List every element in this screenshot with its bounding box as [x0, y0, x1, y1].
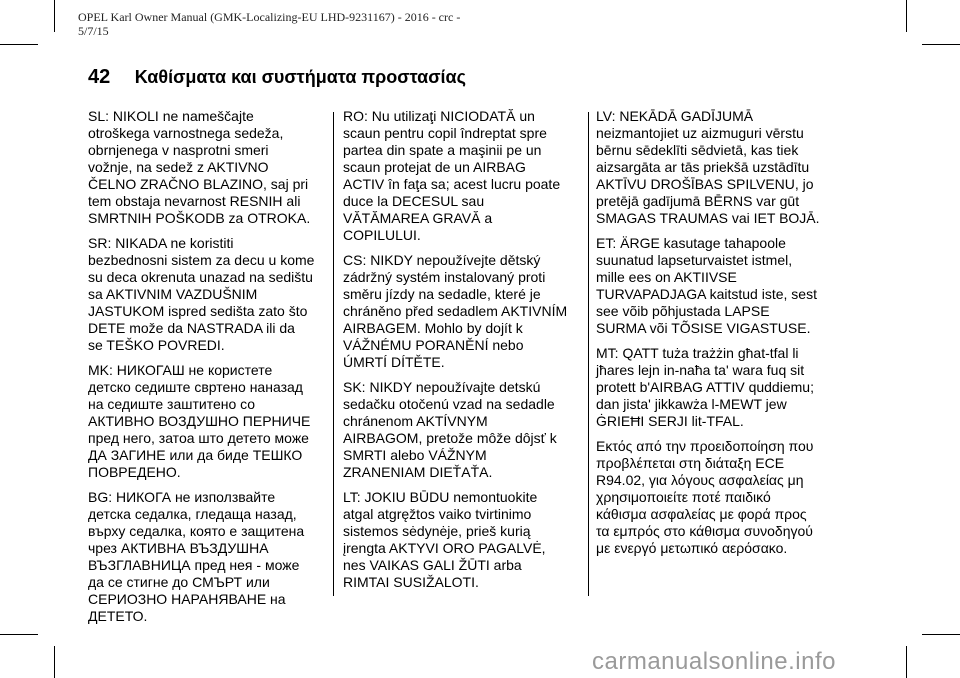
warning-paragraph-el: Εκτός από την προειδοποίηση που προβλέπεται στη διάταξη ECE R94.02, για λόγους ασφαλείας μη χρησιμοποιείτε ποτέ παιδικό κάθισμα ασφαλείας με φορά προς τα εμπρός στο κάθισμα συνοδηγού με ενεργό μετωπικό αερόσακο. [596, 438, 814, 556]
page-title: Καθίσματα και συστήματα προστασίας [134, 67, 466, 87]
crop-mark [0, 44, 38, 45]
page-heading [88, 66, 466, 89]
warning-paragraph-sk: SK: NIKDY nepoužívajte detskú sedačku otočenú vzad na sedadle chránenom AKTÍVNYM AIRBAGOM, pretože môže dôjsť k SMRTI alebo VÁŽNYM ZRANENIAM DIEŤAŤA. [343, 379, 557, 480]
warning-paragraph-lv: LV: NEKĀDĀ GADĪJUMĀ neizmantojiet uz aizmuguri vērstu bērnu sēdeklīti sēdvietā, kas tiek aizsargāta ar tās priekšā uzstādītu AKTĪVU DROŠĪBAS SPILVENU, jo pretējā gadījumā BĒRNS var gūt SMAGAS TRAUMAS vai IET BOJĀ. [596, 108, 820, 226]
column-divider [588, 112, 589, 596]
crop-mark [0, 634, 38, 635]
column-divider [333, 112, 334, 596]
document-header [78, 10, 598, 38]
warning-paragraph-bg: BG: НИКОГА не използвайте детска седалка, гледаща назад, върху седалка, която е защитена чрез АКТИВНА ВЪЗДУШНА ВЪЗГЛАВНИЦА пред нея - може да се стигне до СМЪРТ или СЕРИОЗНО НАРАНЯВАНЕ на ДЕТЕТО. [88, 489, 305, 624]
text-column-2 [343, 108, 573, 599]
warning-paragraph-mk: MK: НИКОГАШ не користете детско седиште свртено наназад на седиште заштитено со АКТИВНО ВОЗДУШНО ПЕРНИЧЕ пред него, затоа што детето може ДА ЗАГИНЕ или да биде ТЕШКО ПОВРЕДЕНО. [88, 362, 311, 480]
warning-paragraph-sr: SR: NIKADA ne koristiti bezbednosni sistem za decu u kome su deca okrenuta unazad na sedištu sa AKTIVNIM VAZDUŠNIM JASTUKOM ispred sedišta zato što DETE može da NASTRADA ili da se TEŠKO POVREDI. [88, 235, 315, 353]
warning-paragraph-ro: RO: Nu utilizaţi NICIODATĂ un scaun pentru copil îndreptat spre partea din spate a maşinii pe un scaun protejat de un AIRBAG ACTIV în faţa sa; acest lucru poate duce la DECESUL sau VĂTĂMAREA GRAVĂ a COPILULUI. [343, 108, 561, 243]
warning-paragraph-sl: SL: NIKOLI ne nameščajte otroškega varnostnega sedeža, obrnjenega v nasprotni smeri vožnje, na sedež z AKTIVNO ČELNO ZRAČNO BLAZINO, saj pri tem obstaja nevarnost RESNIH ali SMRTNIH POŠKODB za OTROKA. [88, 108, 311, 226]
warning-paragraph-lt: LT: JOKIU BŪDU nemontuokite atgal atgręžtos vaiko tvirtinimo sistemos sėdynėje, prieš kurią įrengta AKTYVI ORO PAGALVĖ, nes VAIKAS GALI ŽŪTI arba RIMTAI SUSIŽALOTI. [343, 489, 546, 590]
crop-mark [922, 44, 960, 45]
crop-mark [54, 0, 55, 32]
text-column-3 [596, 108, 826, 565]
header-line-2: 5/7/15 [78, 24, 109, 38]
crop-mark [922, 634, 960, 635]
warning-paragraph-mt: MT: QATT tuża trażżin għat-tfal li jħares lejn in-naħa ta' wara fuq sit protett b'AIRBAG ATTIV quddiemu; dan jista' jikkawża l-MEWT jew ĠRIEĦI SERJI lit-TFAL. [596, 345, 814, 429]
text-column-1 [88, 108, 318, 633]
crop-mark [906, 0, 907, 32]
crop-mark [54, 646, 55, 678]
header-line-1: OPEL Karl Owner Manual (GMK-Localizing-EU LHD-9231167) - 2016 - crc - [78, 10, 461, 24]
page-number: 42 [88, 66, 111, 88]
watermark-text: carmanualsonline.info [592, 648, 836, 675]
crop-mark [906, 646, 907, 678]
warning-paragraph-cs: CS: NIKDY nepoužívejte dětský zádržný systém instalovaný proti směru jízdy na sedadle, které je chráněno před sedadlem AKTIVNÍM AIRBAGEM. Mohlo by dojít k VÁŽNÉMU PORANĚNÍ nebo ÚMRTÍ DÍTĚTE. [343, 252, 568, 370]
warning-paragraph-et: ET: ÄRGE kasutage tahapoole suunatud lapseturvaistet istmel, mille ees on AKTIIVSE TURVAPADJAGA kaitstud iste, sest see võib põhjustada LAPSE SURMA või TÕSISE VIGASTUSE. [596, 235, 817, 336]
